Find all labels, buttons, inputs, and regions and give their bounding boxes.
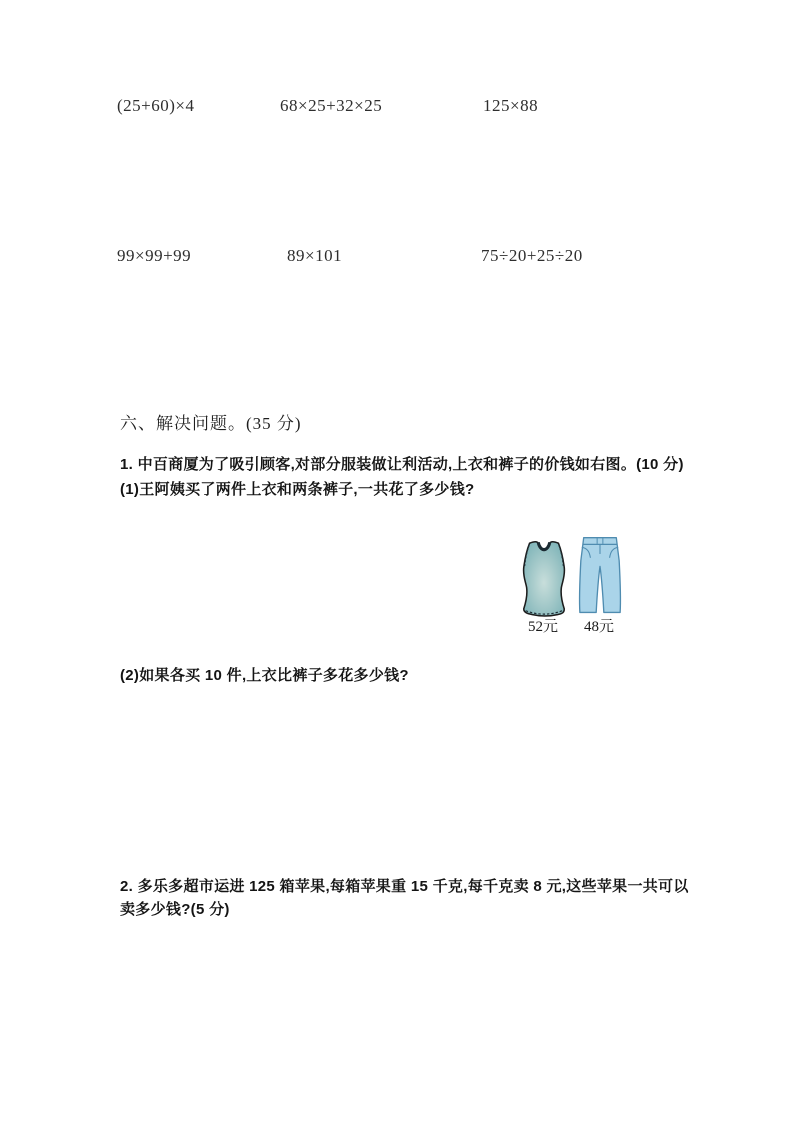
problem1-title: 1. 中百商厦为了吸引顾客,对部分服装做让利活动,上衣和裤子的价钱如右图。(10 分) [120, 456, 684, 473]
section-title: 六、解决问题。(35 分) [120, 414, 302, 433]
vest-neck-trim [538, 542, 550, 549]
vest-body-shape [524, 542, 565, 616]
problem1-question1: (1)王阿姨买了两件上衣和两条裤子,一共花了多少钱? [120, 481, 475, 498]
math-expression-2: 68×25+32×25 [280, 96, 383, 115]
clothing-price-figure [515, 533, 630, 635]
math-expression-5: 89×101 [287, 246, 343, 265]
math-expression-4: 99×99+99 [117, 246, 192, 265]
top-price-label: 52元 [527, 619, 558, 635]
pants-price-label: 48元 [583, 619, 614, 635]
problem1-question2: (2)如果各买 10 件,上衣比裤子多花多少钱? [120, 667, 409, 684]
math-expression-3: 125×88 [483, 96, 539, 115]
pants-illustration [577, 535, 623, 617]
vest-illustration [517, 537, 571, 617]
math-expression-6: 75÷20+25÷20 [481, 246, 583, 265]
math-expression-1: (25+60)×4 [117, 96, 195, 115]
problem2-title: 2. 多乐多超市运进 125 箱苹果,每箱苹果重 15 千克,每千克卖 8 元,这些苹果一共可以卖多少钱?(5 分) [120, 878, 689, 918]
